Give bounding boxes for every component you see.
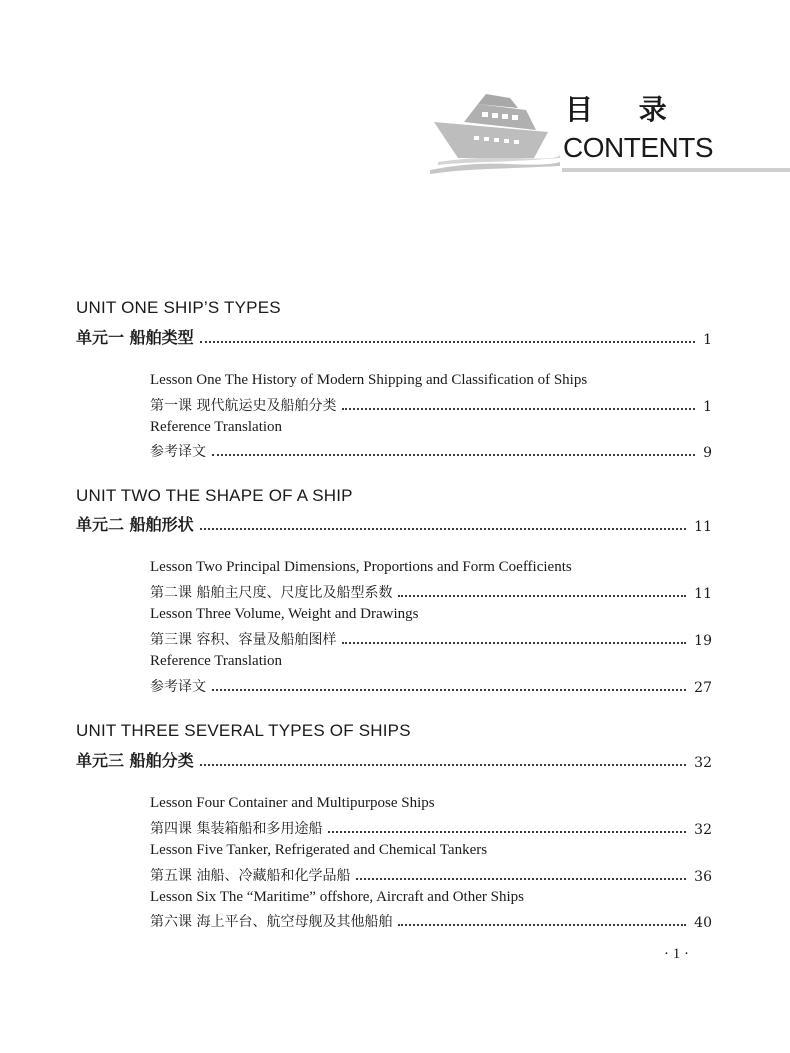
page-ref: 11 (694, 519, 712, 535)
ship-icon (428, 92, 560, 174)
header-rule (562, 168, 790, 172)
page-ref: 32 (694, 822, 712, 838)
lesson-title-en: Lesson Six The “Maritime” offshore, Aircraft and Other Ships (150, 889, 524, 905)
dot-leader (200, 341, 696, 343)
unit-title-cn: 单元三 船舶分类 (76, 751, 194, 770)
page-ref: 19 (694, 633, 712, 649)
toc-entry-lesson[interactable] (150, 865, 712, 885)
toc-entry-lesson[interactable] (150, 582, 712, 602)
lesson-title-cn: 参考译文 (150, 679, 206, 695)
toc-entry-lesson[interactable] (150, 676, 712, 696)
lesson-title-cn: 第一课 现代航运史及船舶分类 (150, 398, 337, 414)
unit-title-cn: 单元二 船舶形状 (76, 515, 194, 534)
toc-entry-lesson[interactable] (150, 395, 712, 415)
title-english: CONTENTS (563, 132, 713, 163)
lesson-title-en: Lesson Two Principal Dimensions, Proportions and Form Coefficients (150, 559, 572, 575)
toc-entry-lesson[interactable] (150, 911, 712, 931)
page-ref: 32 (694, 755, 712, 771)
title-chinese: 目 录 (565, 93, 685, 126)
lesson-title-cn: 参考译文 (150, 444, 206, 460)
dot-leader (212, 454, 695, 456)
unit-title-cn: 单元一 船舶类型 (76, 328, 194, 347)
lesson-title-en: Reference Translation (150, 419, 283, 435)
unit-title-en: UNIT THREE SEVERAL TYPES OF SHIPS (76, 721, 411, 740)
dot-leader (342, 642, 686, 644)
dot-leader (212, 689, 686, 691)
lesson-title-cn: 第六课 海上平台、航空母舰及其他船舶 (150, 914, 393, 930)
unit-title-en: UNIT TWO THE SHAPE OF A SHIP (76, 486, 353, 505)
page-ref: 36 (694, 869, 712, 885)
page-ref: 1 (703, 332, 712, 348)
lesson-title-en: Lesson One The History of Modern Shipping and Classification of Ships (150, 372, 588, 388)
page-ref: 40 (694, 915, 712, 931)
lesson-title-cn: 第三课 容积、容量及船舶图样 (150, 632, 337, 648)
lesson-title-en: Reference Translation (150, 653, 283, 669)
toc-entry-unit[interactable] (76, 512, 712, 535)
unit-title-en: UNIT ONE SHIP’S TYPES (76, 298, 281, 317)
dot-leader (398, 924, 686, 926)
lesson-title-en: Lesson Five Tanker, Refrigerated and Chemical Tankers (150, 842, 488, 858)
lesson-title-cn: 第四课 集装箱船和多用途船 (150, 821, 323, 837)
page-number: · 1 · (664, 946, 689, 962)
dot-leader (342, 408, 695, 410)
dot-leader (200, 764, 687, 766)
page-ref: 9 (703, 445, 712, 461)
dot-leader (356, 878, 686, 880)
toc-entry-lesson[interactable] (150, 441, 712, 461)
lesson-title-cn: 第五课 油船、冷藏船和化学品船 (150, 868, 351, 884)
page-ref: 11 (694, 586, 712, 602)
page-ref: 27 (694, 680, 712, 696)
dot-leader (398, 595, 686, 597)
dot-leader (200, 528, 687, 530)
dot-leader (328, 831, 686, 833)
toc-entry-lesson[interactable] (150, 629, 712, 649)
page-ref: 1 (703, 399, 712, 415)
lesson-title-cn: 第二课 船舶主尺度、尺度比及船型系数 (150, 585, 393, 601)
toc-entry-lesson[interactable] (150, 818, 712, 838)
toc-entry-unit[interactable] (76, 325, 712, 348)
toc-entry-unit[interactable] (76, 748, 712, 771)
lesson-title-en: Lesson Three Volume, Weight and Drawings (150, 606, 419, 622)
lesson-title-en: Lesson Four Container and Multipurpose Ships (150, 795, 435, 811)
